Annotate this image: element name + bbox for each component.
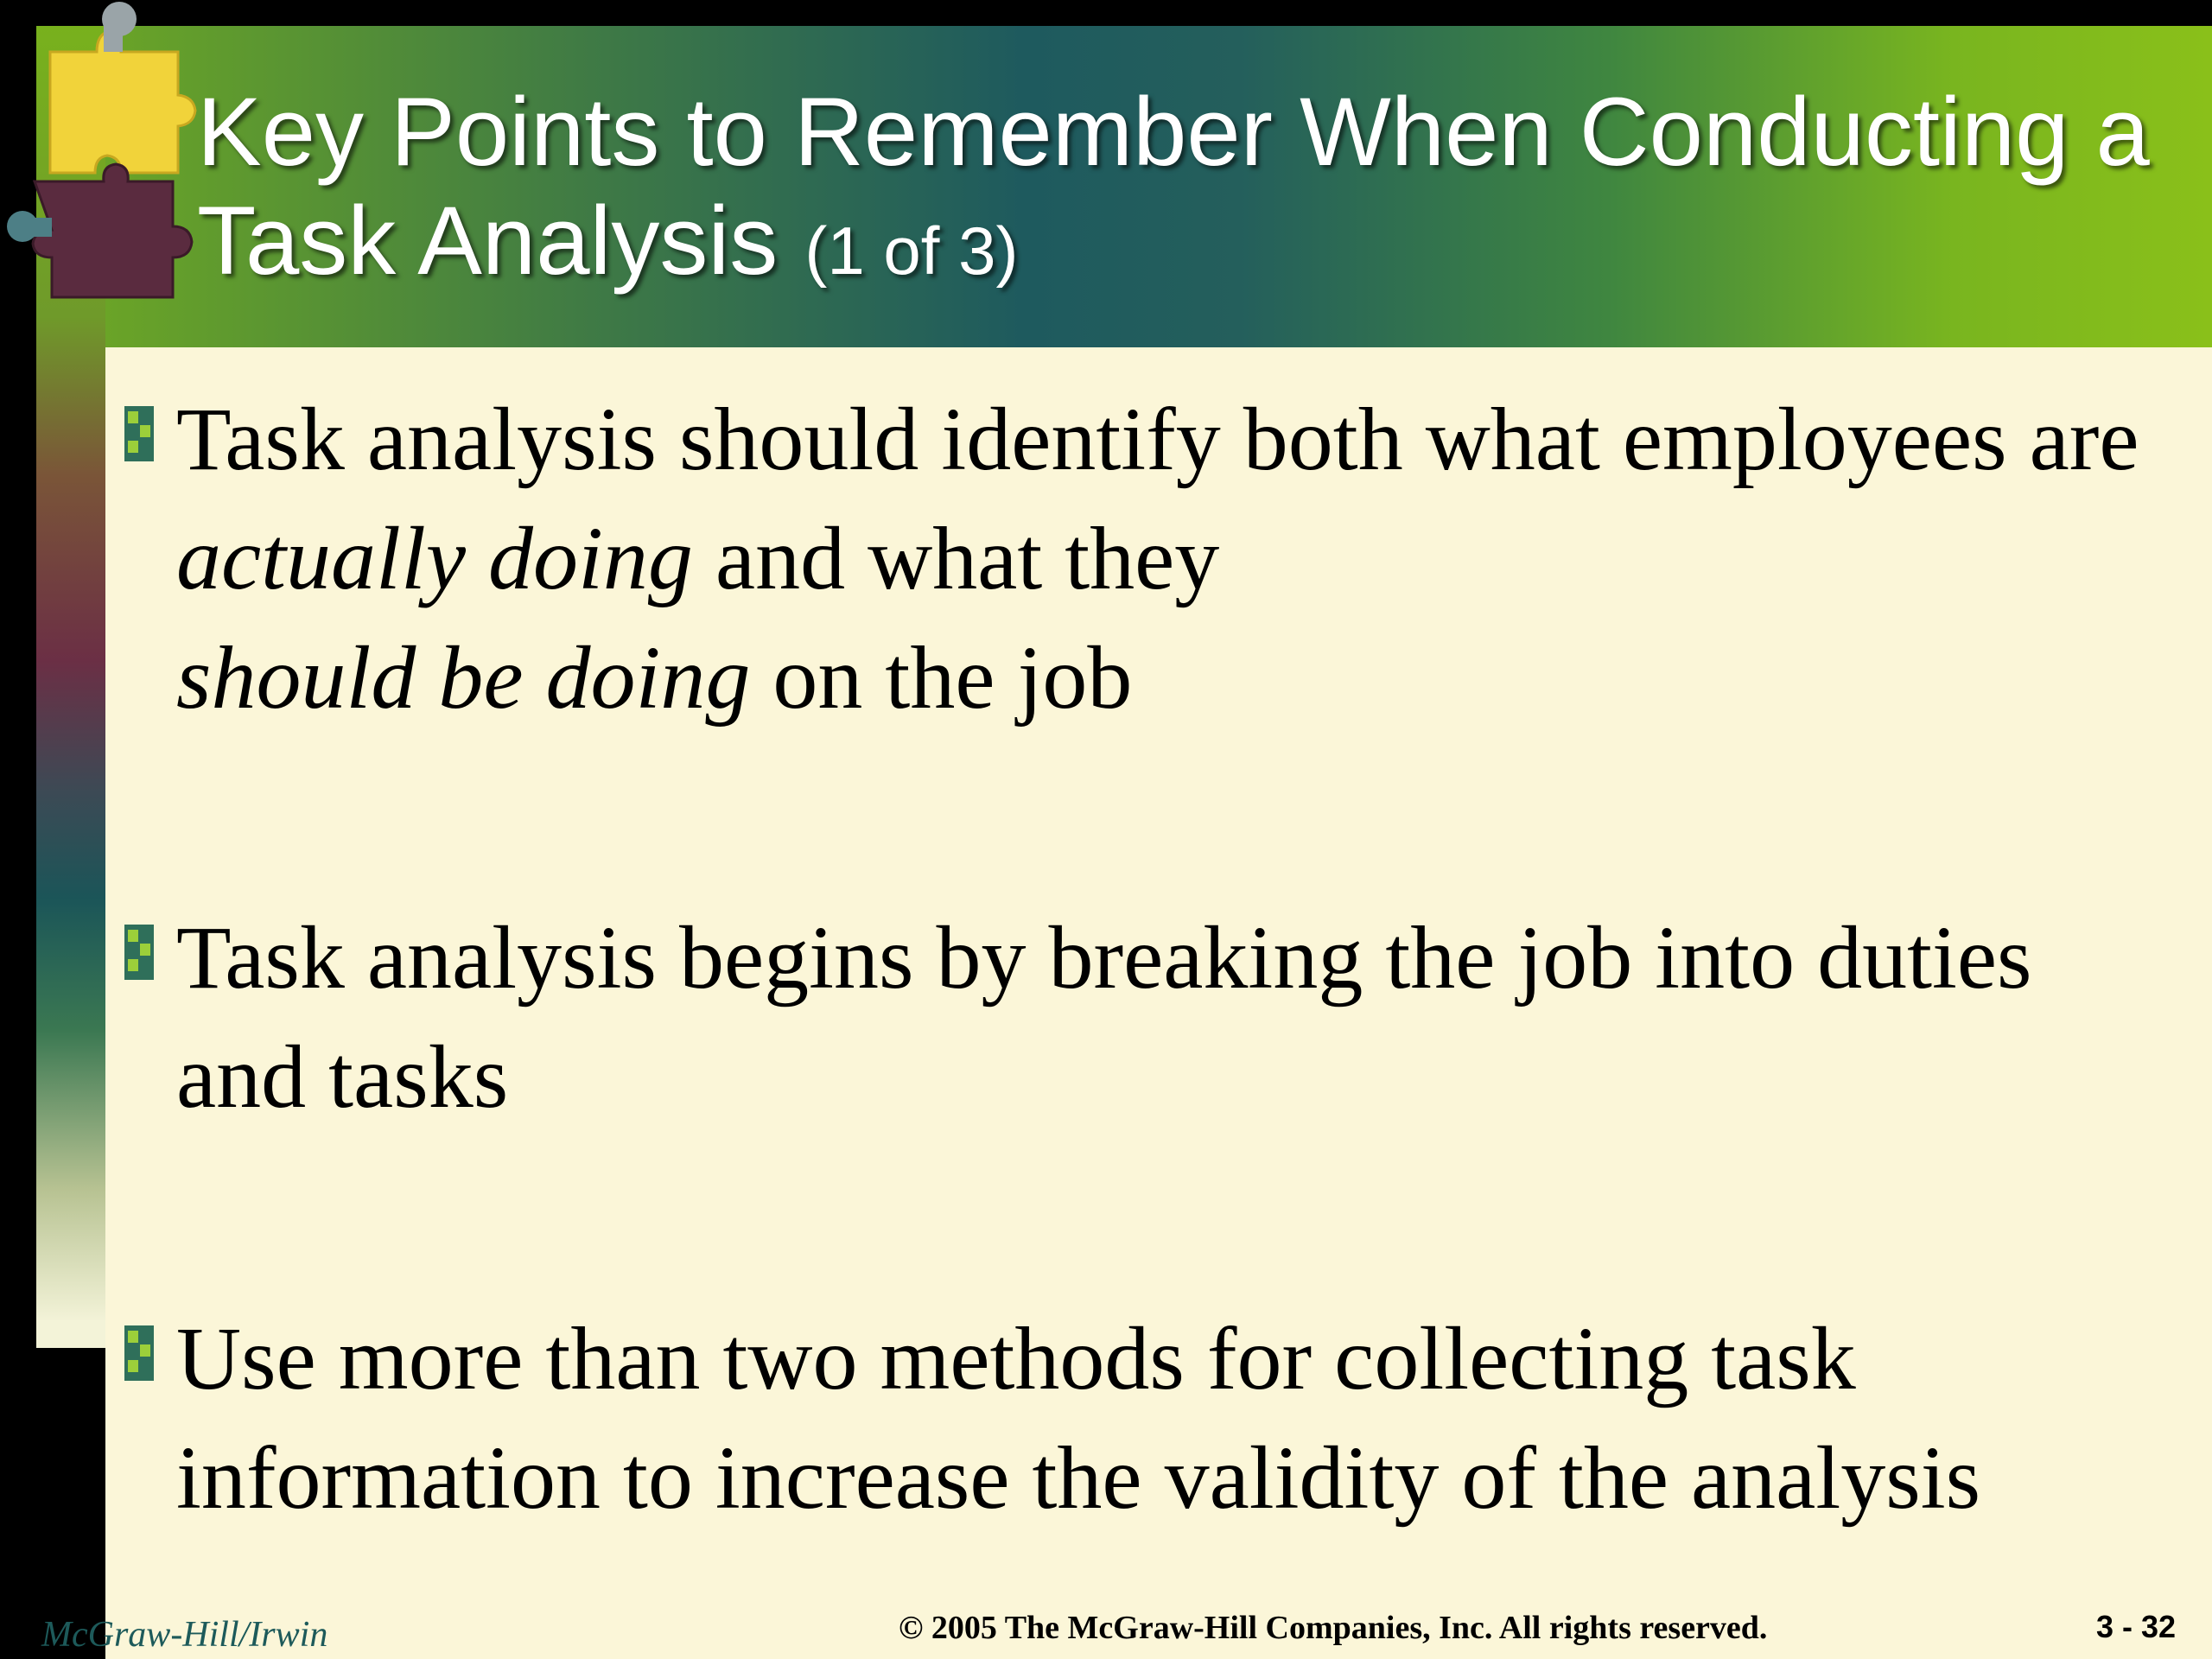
square-bullet-icon bbox=[124, 406, 154, 461]
square-bullet-icon bbox=[124, 1325, 154, 1381]
bullet-text-1e: on the job bbox=[750, 628, 1133, 728]
slide-title bbox=[197, 78, 2184, 305]
bullet-text-3: Use more than two methods for collecting task information to increase the validity of the analysis bbox=[176, 1309, 1981, 1528]
bullet-item bbox=[121, 1300, 2177, 1538]
left-edge bbox=[0, 1348, 36, 1659]
bullet-text-1c: and what they bbox=[692, 509, 1220, 608]
bullet-text-1b: actually doing bbox=[176, 509, 693, 608]
title-suffix: (1 of 3) bbox=[804, 213, 1019, 289]
bullet-item bbox=[121, 899, 2177, 1137]
page-number: 3 - 32 bbox=[2096, 1609, 2177, 1644]
puzzle-pieces-icon bbox=[0, 0, 199, 311]
bullet-item bbox=[121, 380, 2177, 738]
square-bullet-icon bbox=[124, 925, 154, 980]
bullet-text-2: Task analysis begins by breaking the job into duties and tasks bbox=[176, 908, 2032, 1127]
publisher-label: McGraw-Hill/Irwin bbox=[41, 1615, 328, 1655]
title-main: Key Points to Remember When Conducting a Task Analysis bbox=[197, 78, 2150, 295]
copyright-notice: © 2005 The McGraw-Hill Companies, Inc. All rights reserved. bbox=[899, 1610, 1768, 1646]
bullet-text-1d: should be doing bbox=[176, 628, 751, 728]
bullet-text-1a: Task analysis should identify both what employees are bbox=[176, 390, 2139, 489]
